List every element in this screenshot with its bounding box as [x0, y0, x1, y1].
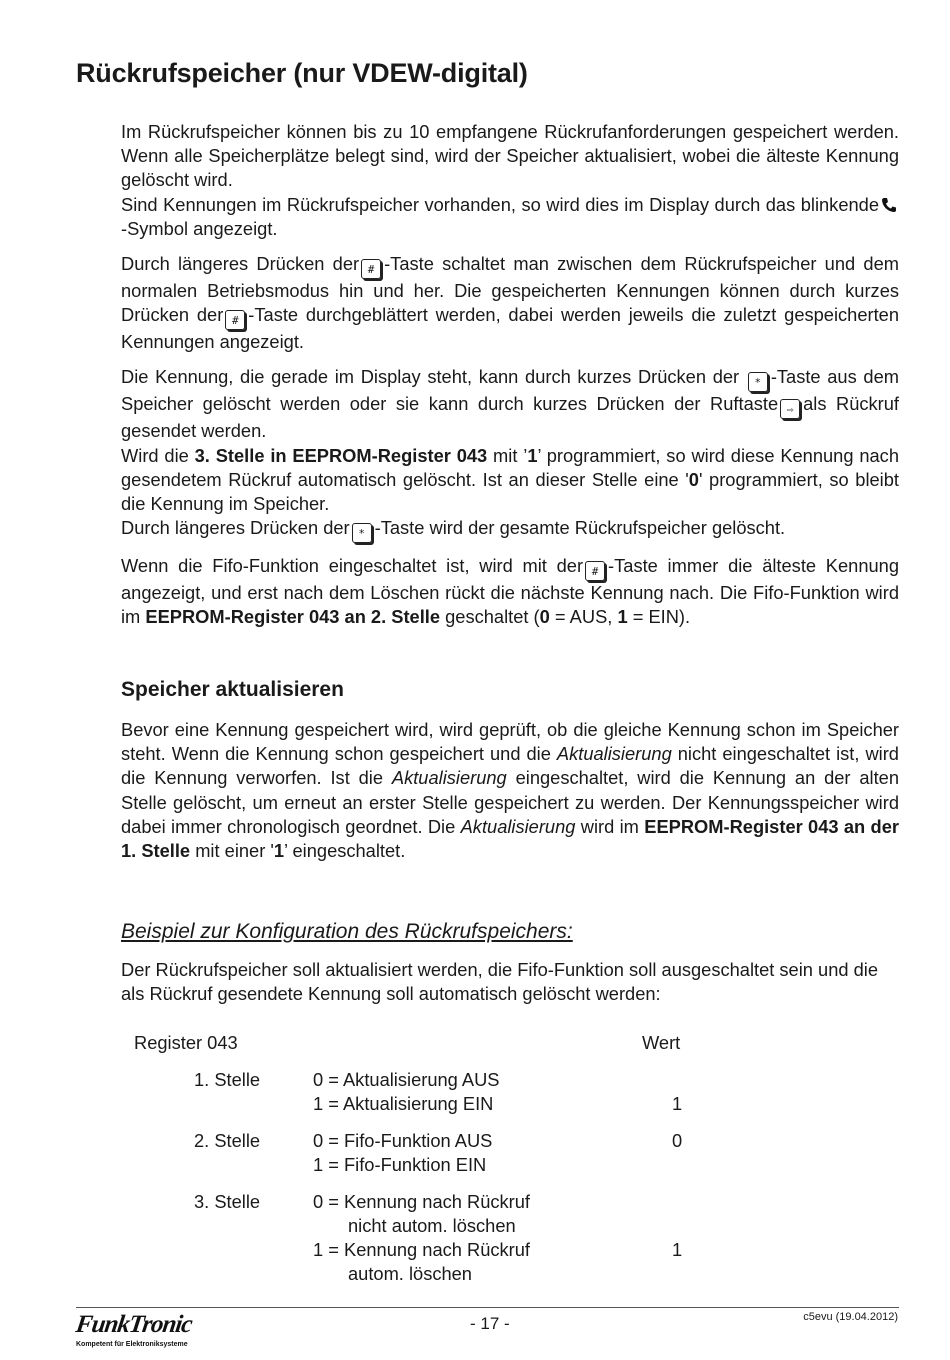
value-cell: 1: [672, 1239, 683, 1260]
paragraph-capacity: Im Rückrufspeicher können bis zu 10 empfangene Rückrufanforderungen gespeichert werden. Wenn alle Speicherplätze belegt sind, wird der Speicher aktualisiert, wobei die älteste Kennung gelöscht wird. Sind Kennungen im Rückrufspeicher vorhanden, so wird dies im Display durch das blinkende-Symbol angezeigt.: [121, 121, 899, 239]
star-key-icon: *: [352, 523, 372, 543]
page-number: - 17 -: [470, 1314, 510, 1333]
paragraph-update: Bevor eine Kennung gespeichert wird, wird geprüft, ob die gleiche Kennung schon im Speicher steht. Wenn die Kennung schon gespeichert und die Aktualisierung nicht eingeschaltet ist, wird die Kennung verworfen. Ist die Aktualisierung eingeschaltet, wird die Kennung an der alten Stelle gelöscht, um erneut an erster Stelle gespeichert zu werden. Der Kennungsspeicher wird dabei immer chronologisch geordnet. Die Aktualisierung wird im EEPROM-Register 043 an der 1. Stelle mit einer '1’ eingeschaltet.: [121, 719, 899, 862]
logo-tagline: Kompetent für Elektroniksysteme: [76, 1341, 188, 1348]
row-label: 2. Stelle: [194, 1130, 261, 1151]
paragraph-example: Der Rückrufspeicher soll aktualisiert werden, die Fifo-Funktion soll ausgeschaltet sein und die als Rückruf gesendete Kennung soll automatisch gelöscht werden:: [121, 959, 879, 1005]
value-cell: 0: [672, 1130, 683, 1151]
paragraph-hash-key: Durch längeres Drücken der # -Taste schaltet man zwischen dem Rückrufspeicher und dem normalen Betriebsmodus hin und her. Die gespeicherten Kennungen können durch kurzes Drücken der # -Taste durchgeblättert werden, dabei werden jeweils die zuletzt gespeicherten Kennungen angezeigt.: [121, 253, 899, 353]
footer-divider: [76, 1307, 899, 1308]
funktronic-logo: FunkTronic: [74, 1311, 194, 1338]
col-header-register: Register 043: [134, 1032, 238, 1053]
row-label: 1. Stelle: [194, 1069, 261, 1090]
example-heading: Beispiel zur Konfiguration des Rückrufspeichers:: [121, 920, 573, 943]
row-label: 3. Stelle: [194, 1191, 261, 1212]
option-text: 0 = Fifo-Funktion AUS: [313, 1130, 493, 1151]
phone-icon: [881, 197, 897, 213]
section-heading-update: Speicher aktualisieren: [121, 678, 344, 701]
option-text: autom. löschen: [348, 1263, 472, 1284]
star-key-icon: *: [748, 372, 768, 392]
intro-section: [121, 120, 899, 630]
call-key-icon: ⇨: [780, 399, 800, 419]
hash-key-icon: #: [585, 561, 605, 581]
option-text: 1 = Kennung nach Rückruf: [313, 1239, 530, 1260]
hash-key-icon: #: [225, 310, 245, 330]
hash-key-icon: #: [361, 259, 381, 279]
paragraph-star-key: Die Kennung, die gerade im Display steht, kann durch kurzes Drücken der * -Taste aus dem Speicher gelöscht werden oder sie kann durch kurzes Drücken der Ruftaste ⇨ als Rückruf gesendet werden. Wird die 3. Stelle in EEPROM-Register 043 mit ’1’ programmiert, so wird diese Kennung nach gesendetem Rückruf automatisch gelöscht. Ist an dieser Stelle eine '0' programmiert, so bleibt die Kennung im Speicher. Durch längeres Drücken der * -Taste wird der gesamte Rückrufspeicher gelöscht.: [121, 365, 899, 543]
page-title: Rückrufspeicher (nur VDEW-digital): [76, 58, 528, 88]
option-text: 0 = Kennung nach Rückruf: [313, 1191, 530, 1212]
option-text: 1 = Fifo-Funktion EIN: [313, 1154, 487, 1175]
paragraph-fifo: Wenn die Fifo-Funktion eingeschaltet ist, wird mit der # -Taste immer die älteste Kennung angezeigt, und erst nach dem Löschen rückt die nächste Kennung nach. Die Fifo-Funktion wird im EEPROM-Register 043 an 2. Stelle geschaltet (0 = AUS, 1 = EIN).: [121, 555, 899, 628]
document-version: c5evu (19.04.2012): [803, 1311, 898, 1323]
update-section: [121, 718, 899, 863]
option-text: 0 = Aktualisierung AUS: [313, 1069, 500, 1090]
example-intro: [121, 958, 899, 1006]
value-cell: 1: [672, 1093, 683, 1114]
option-text: nicht autom. löschen: [348, 1215, 516, 1236]
col-header-value: Wert: [642, 1032, 681, 1053]
option-text: 1 = Aktualisierung EIN: [313, 1093, 494, 1114]
